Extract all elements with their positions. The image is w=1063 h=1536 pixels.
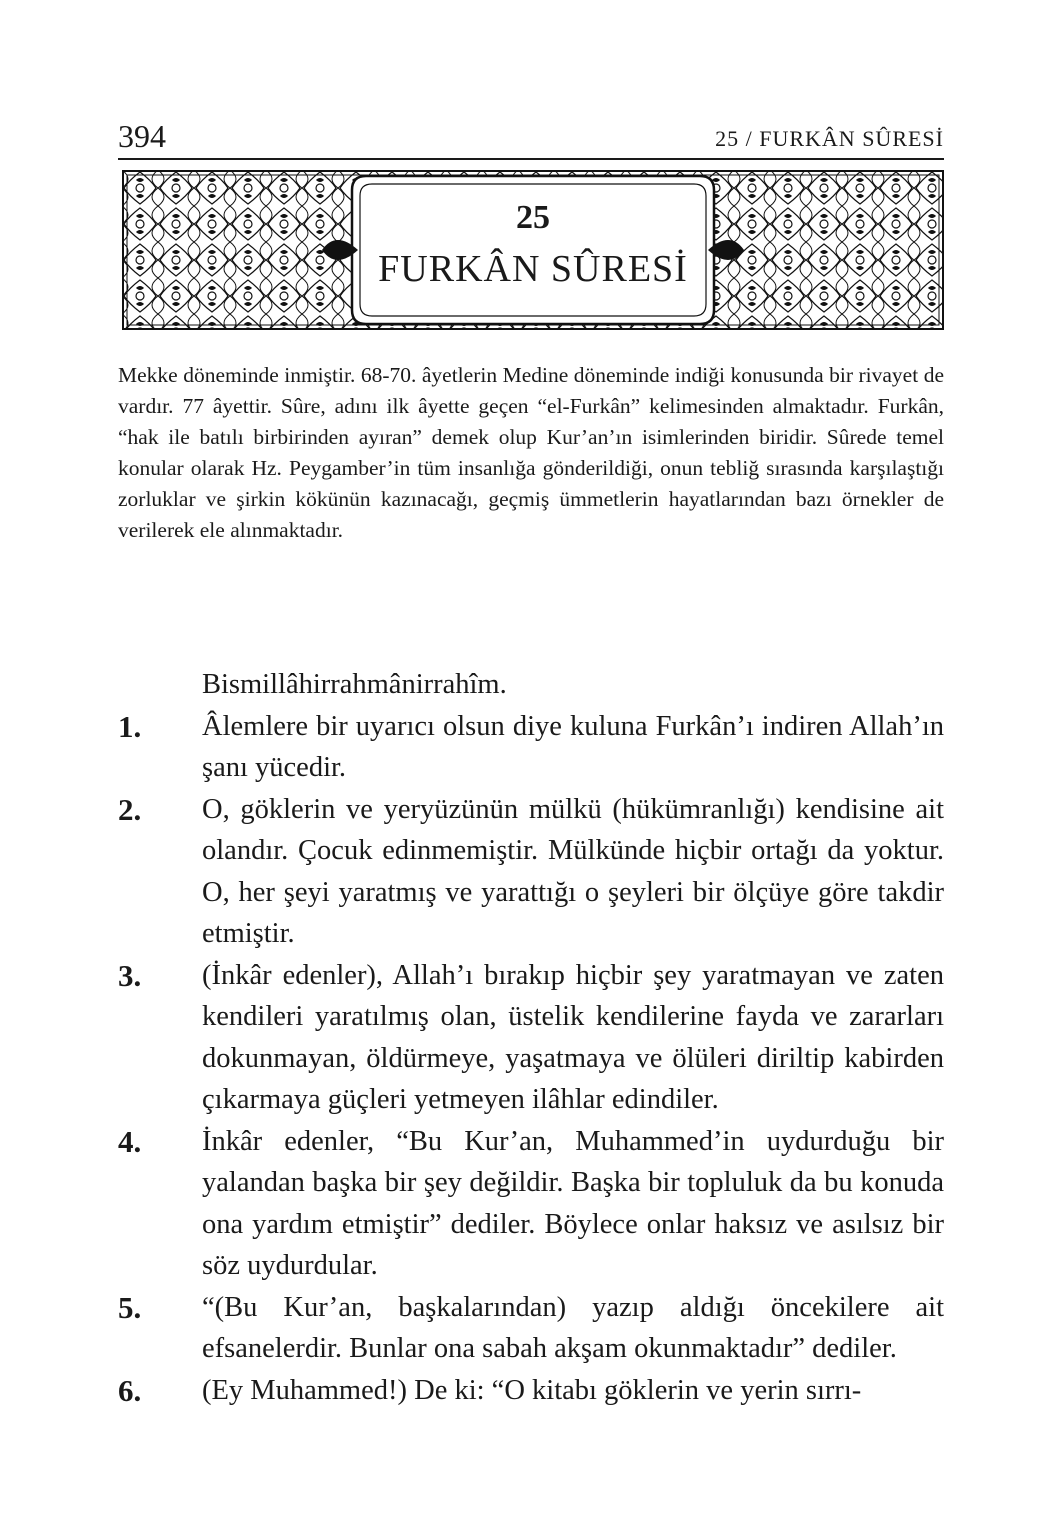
page-number: 394 [118, 118, 166, 154]
verse-text: (Ey Muhammed!) De ki: “O kitabı göklerin ve yerin sırrı- [202, 1374, 862, 1406]
verse-item [118, 789, 944, 955]
verse-item [118, 1121, 944, 1287]
verse-text: Âlemlere bir uyarıcı olsun diye kuluna Furkân’ı indiren Allah’ın şanı yücedir. [202, 710, 944, 783]
running-title: 25 / FURKÂN SÛRESİ [715, 126, 944, 151]
surah-banner [122, 170, 944, 330]
verse-number: 5. [118, 1289, 142, 1325]
verse-text: (İnkâr edenler), Allah’ı bırakıp hiçbir şey yaratmayan ve zaten kendileri yaratılmış olan, üstelik kendilerine fayda ve zararları dokunmayan, öldürmeye, yaşatmaya ve ölüleri diriltip kabirden çıkarmaya güçleri yetmeyen ilâhlar edindiler. [202, 959, 944, 1115]
verse-number: 1. [118, 708, 142, 744]
verse-item [118, 1370, 944, 1412]
verse-item [118, 955, 944, 1121]
verse-number: 4. [118, 1123, 142, 1159]
verse-number: 3. [118, 957, 142, 993]
surah-title: FURKÂN SÛRESİ [378, 248, 688, 290]
verse-text: İnkâr edenler, “Bu Kur’an, Muhammed’in uydurduğu bir yalandan başka bir şey değildir. Başka bir topluluk da bu konuda ona yardım etmiştir” dediler. Böylece onlar haksız ve asılsız bir söz uydurdular. [202, 1125, 944, 1281]
verse-text: O, göklerin ve yeryüzünün mülkü (hükümranlığı) kendisine ait olandır. Çocuk edinmemiştir. Mülkünde hiçbir ortağı da yoktur. O, her şeyi yaratmış ve yarattığı o şeyleri bir ölçüye göre takdir etmiştir. [202, 793, 944, 949]
verse-item [118, 706, 944, 789]
surah-number: 25 [516, 199, 550, 236]
running-header [118, 116, 944, 160]
surah-introduction: Mekke döneminde inmiştir. 68-70. âyetlerin Medine döneminde indiği konusunda bir rivayet de vardır. 77 âyettir. Sûre, adını ilk âyette geçen “el-Furkân” kelimesinden almaktadır. Furkân, “hak ile batılı birbirinden ayıran” demek olup Kur’an’ın isimlerinden biridir. Sûrede temel konular olarak Hz. Peygamber’in tüm insanlığa gönderildiği, onun tebliğ sırasında karşılaştığı zorluklar ve şirkin kökünün kazınacağı, geçmiş ümmetlerin hayatlarından bazı örnekler de verilerek ele alınmaktadır. [118, 363, 944, 542]
verse-list [118, 664, 944, 1411]
verse-number: 6. [118, 1372, 142, 1408]
verse-number: 2. [118, 791, 142, 827]
verse-item [118, 1287, 944, 1370]
basmala: Bismillâhirrahmânirrahîm. [202, 669, 507, 700]
verse-text: “(Bu Kur’an, başkalarından) yazıp aldığı öncekilere ait efsanelerdir. Bunlar ona sabah akşam okunmaktadır” dediler. [202, 1291, 944, 1364]
